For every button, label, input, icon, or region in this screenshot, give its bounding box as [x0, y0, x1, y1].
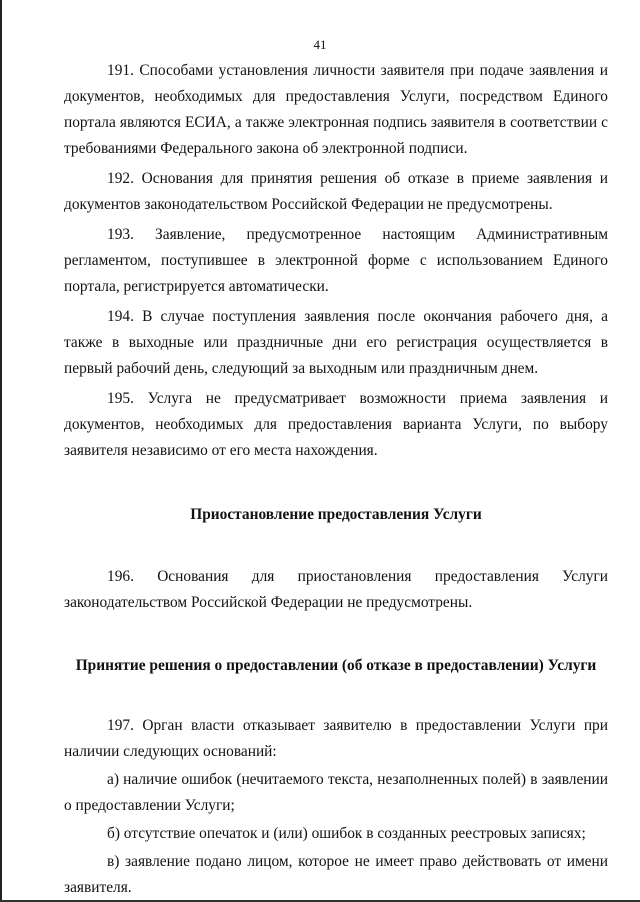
- scan-left-edge: [0, 0, 2, 902]
- paragraph-194: 194. В случае поступления заявления после окончания рабочего дня, а также в выходные или праздничные дни его регистрация осуществляется в первый рабочий день, следующий за выходным или праздничным днем.: [64, 308, 608, 377]
- page-number: 41: [313, 37, 327, 52]
- section-heading-decision: Принятие решения о предоставлении (об отказе в предоставлении) Услуги: [75, 657, 597, 674]
- paragraph-193: 193. Заявление, предусмотренное настоящим Административным регламентом, поступившее в электронной форме с использованием Единого портала, регистрируется автоматически.: [64, 226, 608, 295]
- section-heading-suspension: Приостановление предоставления Услуги: [190, 506, 482, 523]
- paragraph-191: 191. Способами установления личности заявителя при подаче заявления и документов, необходимых для предоставления Услуги, посредством Единого портала являются ЕСИА, а также электронная подпись заявителя в соответствии с требованиями Федерального закона об электронной подписи.: [64, 62, 608, 157]
- list-item-c: в) заявление подано лицом, которое не имеет право действовать от имени заявителя.: [64, 853, 608, 896]
- paragraph-195: 195. Услуга не предусматривает возможности приема заявления и документов, необходимых для предоставления варианта Услуги, по выбору заявителя независимо от его места нахождения.: [64, 390, 608, 459]
- paragraph-197: 197. Орган власти отказывает заявителю в предоставлении Услуги при наличии следующих оснований:: [64, 717, 608, 760]
- list-item-a: а) наличие ошибок (нечитаемого текста, незаполненных полей) в заявлении о предоставлении Услуги;: [64, 771, 608, 814]
- document-body: [64, 58, 608, 901]
- list-item-b: б) отсутствие опечаток и (или) ошибок в созданных реестровых записях;: [107, 825, 586, 842]
- paragraph-196: 196. Основания для приостановления предоставления Услуги законодательством Российской Федерации не предусмотрены.: [64, 568, 608, 611]
- paragraph-192: 192. Основания для принятия решения об отказе в приеме заявления и документов законодательством Российской Федерации не предусмотрены.: [64, 170, 608, 213]
